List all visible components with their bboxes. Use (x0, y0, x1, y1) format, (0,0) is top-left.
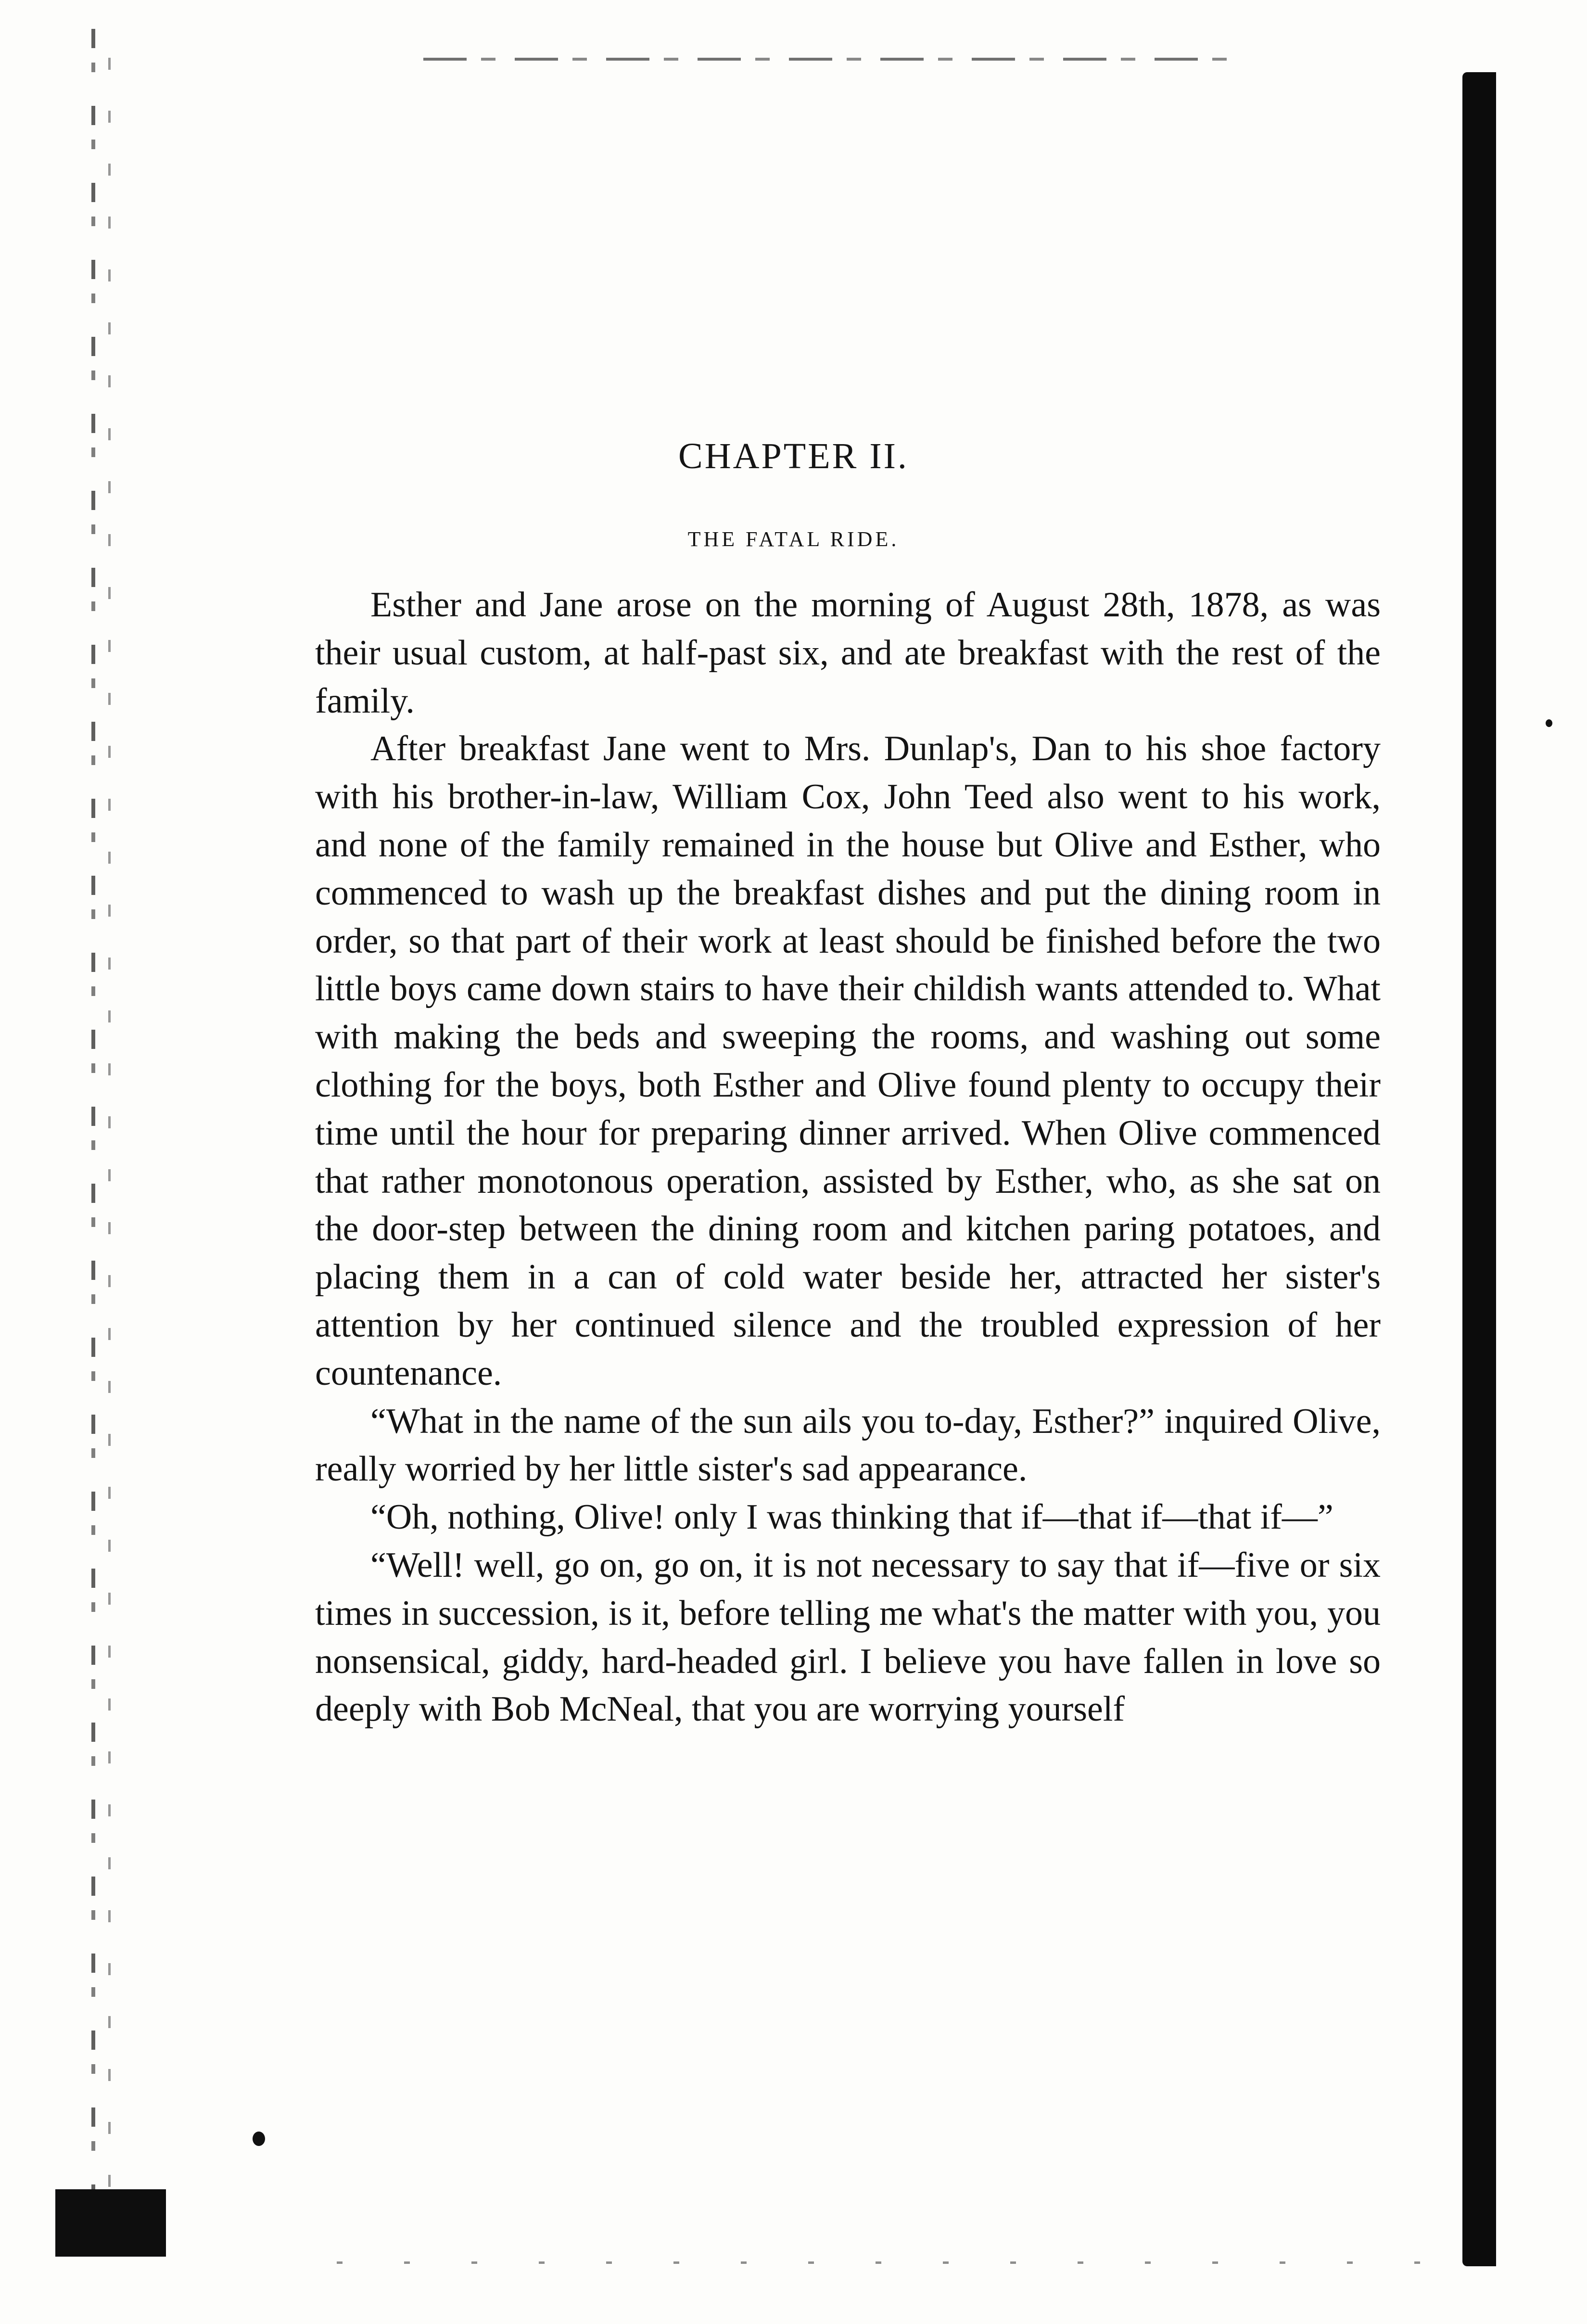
scan-binding-shadow (1462, 72, 1496, 2266)
scan-top-artifact (423, 58, 1232, 61)
chapter-title: CHAPTER II. (678, 436, 909, 476)
paragraph: “Oh, nothing, Olive! only I was thinking that if—that if—that if—” (370, 1497, 1333, 1537)
scan-bottom-artifact (337, 2261, 1443, 2264)
paragraph: “What in the name of the sun ails you to-day, Esther?” inquired Olive, really worried by her little sister's sad appearance. (315, 1401, 1381, 1489)
paragraph: Esther and Jane arose on the morning of August 28th, 1878, as was their usual custom, at half-past six, and ate breakfast with the rest of the family. (315, 585, 1381, 721)
paragraph: “Well! well, go on, go on, it is not necessary to say that if—five or six times in succession, is it, before telling me what's the matter with you, you nonsensical, giddy, hard-headed girl. I believe you have fallen in love so deeply with Bob McNeal, that you are worrying yourself (315, 1545, 1381, 1729)
scan-left-edge-artifact (108, 58, 111, 2223)
chapter-subtitle: THE FATAL RIDE. (687, 527, 900, 551)
scan-left-edge-artifact (91, 29, 95, 2252)
paragraph: After breakfast Jane went to Mrs. Dunlap's, Dan to his shoe factory with his brother-in-law, William Cox, John Teed also went to his work, and none of the family remained in the house but Olive and Esther, who commenced to wash up the breakfast dishes and put the dining room in order, so that part of their work at least should be finished before the two little boys came down stairs to have their childish wants attended to. What with making the beds and sweeping the rooms, and washing out some clothing for the boys, both Esther and Olive found plenty to occupy their time until the hour for preparing dinner arrived. When Olive commenced that rather monotonous operation, assisted by Esther, who, as she sat on the door-step between the dining room and kitchen paring potatoes, and placing them in a can of cold water beside her, attracted her sister's attention by her continued silence and the troubled expression of her countenance. (315, 729, 1381, 1393)
scan-speck (1546, 719, 1552, 727)
scan-speck (253, 2132, 265, 2146)
scan-corner-artifact (55, 2189, 166, 2257)
chapter-body (315, 581, 1381, 1734)
